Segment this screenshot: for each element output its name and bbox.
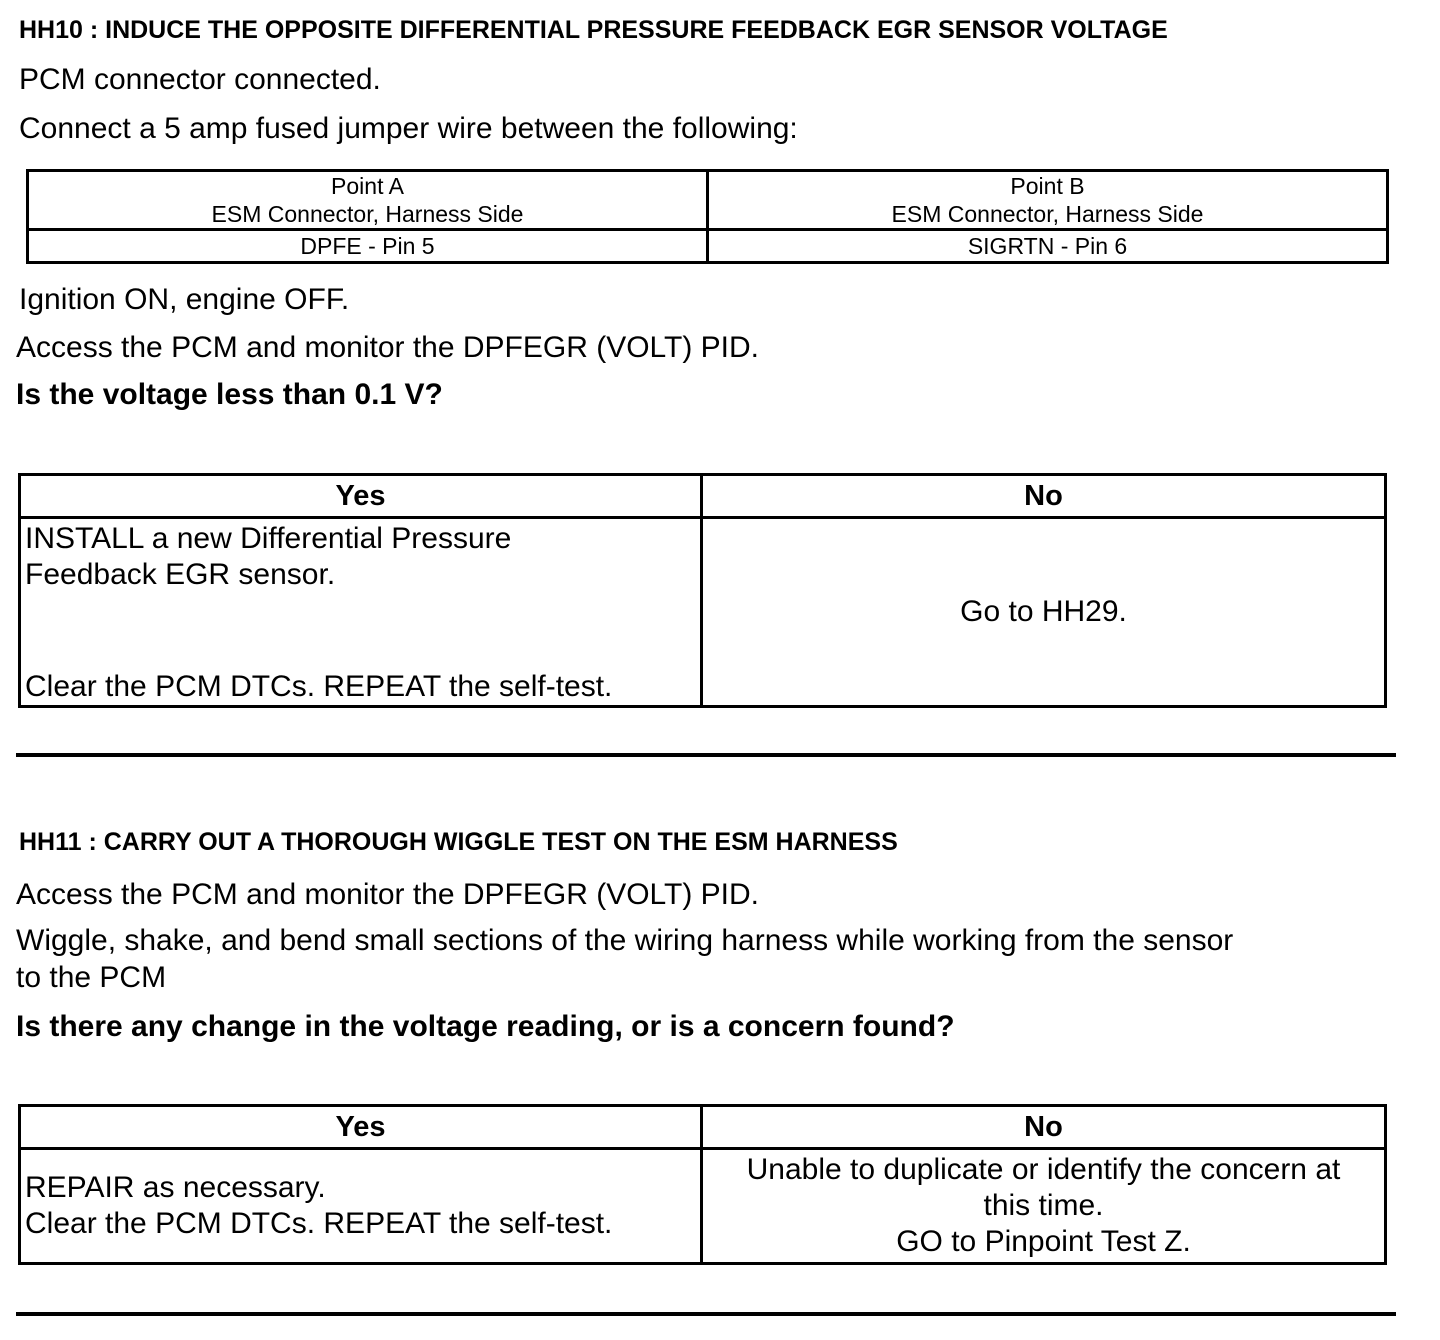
hh11-no-line2: this time. [983,1189,1104,1222]
hh10-step-pcm-connected: PCM connector connected. [19,63,381,96]
connection-table [26,169,1389,264]
hh11-no-header: No [702,1106,1386,1149]
hh10-step-jumper-wire: Connect a 5 amp fused jumper wire between the following: [19,112,798,145]
point-b-subtitle: ESM Connector, Harness Side [891,201,1204,227]
hh10-yes-line1: INSTALL a new Differential Pressure [25,522,512,555]
point-a-title: Point A [331,173,404,199]
hh11-step-wiggle-line2: to the PCM [16,961,167,994]
hh11-step-monitor-pid: Access the PCM and monitor the DPFEGR (VOLT) PID. [16,878,759,911]
hh11-yes-line1: REPAIR as necessary. [25,1171,326,1204]
bottom-divider [16,1312,1396,1316]
hh11-yes-header: Yes [20,1106,702,1149]
hh11-no-cell [702,1149,1386,1264]
hh11-yes-line2: Clear the PCM DTCs. REPEAT the self-test. [25,1207,613,1240]
hh10-step-monitor-pid: Access the PCM and monitor the DPFEGR (VOLT) PID. [16,331,759,364]
hh10-answer-table [18,473,1387,708]
hh11-answer-table [18,1104,1387,1265]
point-a-header [28,171,708,230]
hh10-step-ignition: Ignition ON, engine OFF. [19,283,350,316]
point-a-value: DPFE - Pin 5 [28,230,708,263]
section-divider [16,753,1396,757]
hh10-yes-line3: Clear the PCM DTCs. REPEAT the self-test. [25,670,613,703]
point-b-header [708,171,1388,230]
hh11-no-line1: Unable to duplicate or identify the concern at [746,1153,1341,1186]
hh10-question: Is the voltage less than 0.1 V? [16,378,443,411]
hh11-step-wiggle-line1: Wiggle, shake, and bend small sections of the wiring harness while working from the sensor [16,924,1234,957]
hh10-no-header: No [702,475,1386,518]
hh10-yes-cell [20,518,702,707]
hh10-no-cell: Go to HH29. [702,518,1386,707]
hh11-no-line3: GO to Pinpoint Test Z. [896,1225,1191,1258]
hh11-question: Is there any change in the voltage reading, or is a concern found? [16,1010,955,1043]
point-b-title: Point B [1010,173,1085,199]
hh10-yes-header: Yes [20,475,702,518]
hh11-title: HH11 : CARRY OUT A THOROUGH WIGGLE TEST ON THE ESM HARNESS [19,828,898,856]
point-b-value: SIGRTN - Pin 6 [708,230,1388,263]
hh10-title: HH10 : INDUCE THE OPPOSITE DIFFERENTIAL PRESSURE FEEDBACK EGR SENSOR VOLTAGE [19,16,1168,44]
hh10-yes-line2: Feedback EGR sensor. [25,558,336,591]
point-a-subtitle: ESM Connector, Harness Side [211,201,524,227]
hh11-yes-cell [20,1149,702,1264]
